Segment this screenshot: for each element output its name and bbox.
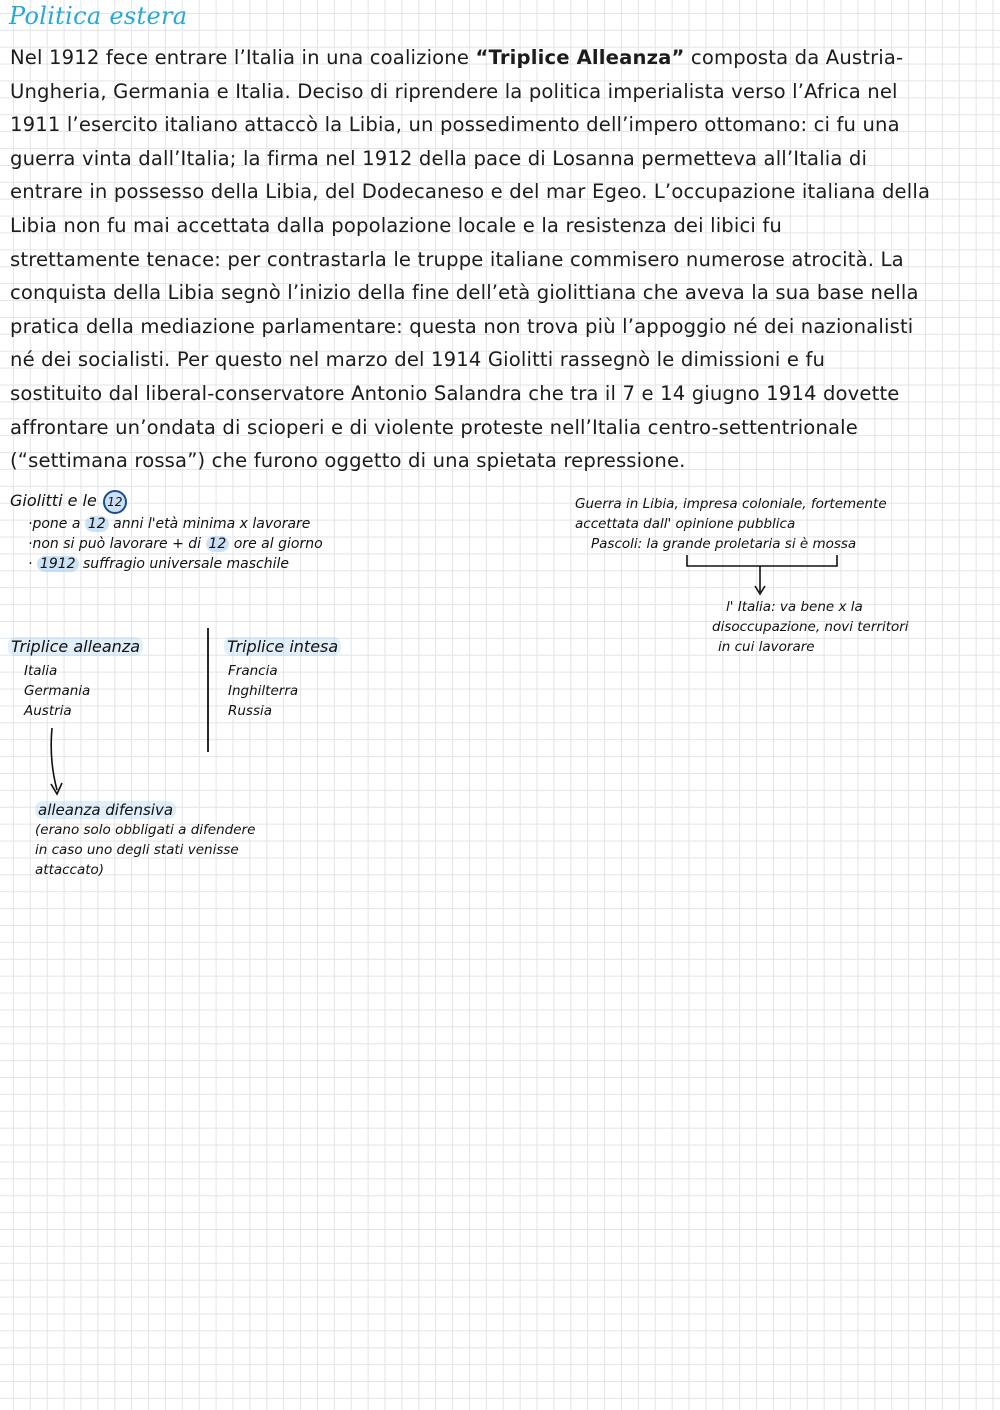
list-item: Francia (228, 663, 278, 679)
note-line: accettata dall' opinione pubblica (575, 516, 796, 532)
note-line: attaccato) (35, 862, 105, 878)
list-item: ·pone a 12 anni l'età minima x lavorare (28, 516, 311, 532)
alleanza-heading: Triplice alleanza (8, 637, 143, 661)
list-item: · 1912 suffragio universale maschile (28, 556, 289, 572)
list-item: Germania (24, 683, 91, 699)
paragraph-line: sostituito dal liberal-conservatore Antonio Salandra che tra il 7 e 14 giugno 1914 dovette (10, 381, 900, 405)
paragraph-line: guerra vinta dall’Italia; la firma nel 1912 della pace di Losanna permetteva all’Italia di (10, 146, 868, 170)
note-line: disoccupazione, novi territori (712, 619, 909, 635)
list-item: Austria (24, 703, 72, 719)
note-line: l' Italia: va bene x la (726, 599, 863, 615)
paragraph-line: Libia non fu mai accettata dalla popolazione locale e la resistenza dei libici fu (10, 213, 782, 237)
list-item: Russia (228, 703, 273, 719)
note-line: Pascoli: la grande proletaria si è mossa (591, 536, 857, 552)
pascoli-quote: la grande proletaria si è mossa (646, 536, 857, 552)
paragraph-line: Ungheria, Germania e Italia. Deciso di riprendere la politica imperialista verso l’Africa nel (10, 79, 898, 103)
giolitti-heading: Giolitti e le 12 (10, 490, 323, 516)
list-item: ·non si può lavorare + di 12 ore al giorno (28, 536, 323, 552)
paragraph-line: (“settimana rossa”) che furono oggetto di una spietata repressione. (10, 449, 686, 473)
note-line: in caso uno degli stati venisse (35, 842, 239, 858)
note-line: in cui lavorare (718, 639, 815, 655)
paragraph-line: strettamente tenace: per contrastarla le truppe italiane commisero numerose atrocità. La (10, 247, 904, 271)
paragraph-line: conquista della Libia segnò l’inizio della fine dell’età giolittiana che aveva la sua base nella (10, 281, 919, 305)
intesa-heading: Triplice intesa (224, 637, 341, 661)
list-item: Italia (24, 663, 58, 679)
paragraph-line: né dei socialisti. Per questo nel marzo del 1914 Giolitti rassegnò le dimissioni e fu (10, 348, 826, 372)
circled-number: 12 (103, 490, 127, 514)
paragraph-line: 1911 l’esercito italiano attaccò la Libia, un possedimento dell’impero ottomano: ci fu una (10, 113, 900, 137)
paragraph-line: entrare in possesso della Libia, del Dodecaneso e del mar Egeo. L’occupazione italiana della (10, 180, 931, 204)
list-item: Inghilterra (228, 683, 299, 699)
paragraph-line: pratica della mediazione parlamentare: questa non trova più l’appoggio né dei nazionalisti (10, 314, 914, 338)
difensiva-heading: alleanza difensiva (35, 800, 255, 820)
note-line: (erano solo obbligati a difendere (35, 822, 256, 838)
page-title: Politica estera (9, 2, 188, 30)
bold-term: “Triplice Alleanza” (475, 46, 685, 69)
note-line: Guerra in Libia, impresa coloniale, fortemente (575, 496, 887, 512)
paragraph-line: Nel 1912 fece entrare l’Italia in una coalizione “Triplice Alleanza” composta da Austria- (10, 46, 904, 69)
alleanza-difensiva-note (35, 800, 255, 880)
paragraph-line: affrontare un’ondata di scioperi e di violente proteste nell’Italia centro-settentrionale (10, 415, 858, 439)
